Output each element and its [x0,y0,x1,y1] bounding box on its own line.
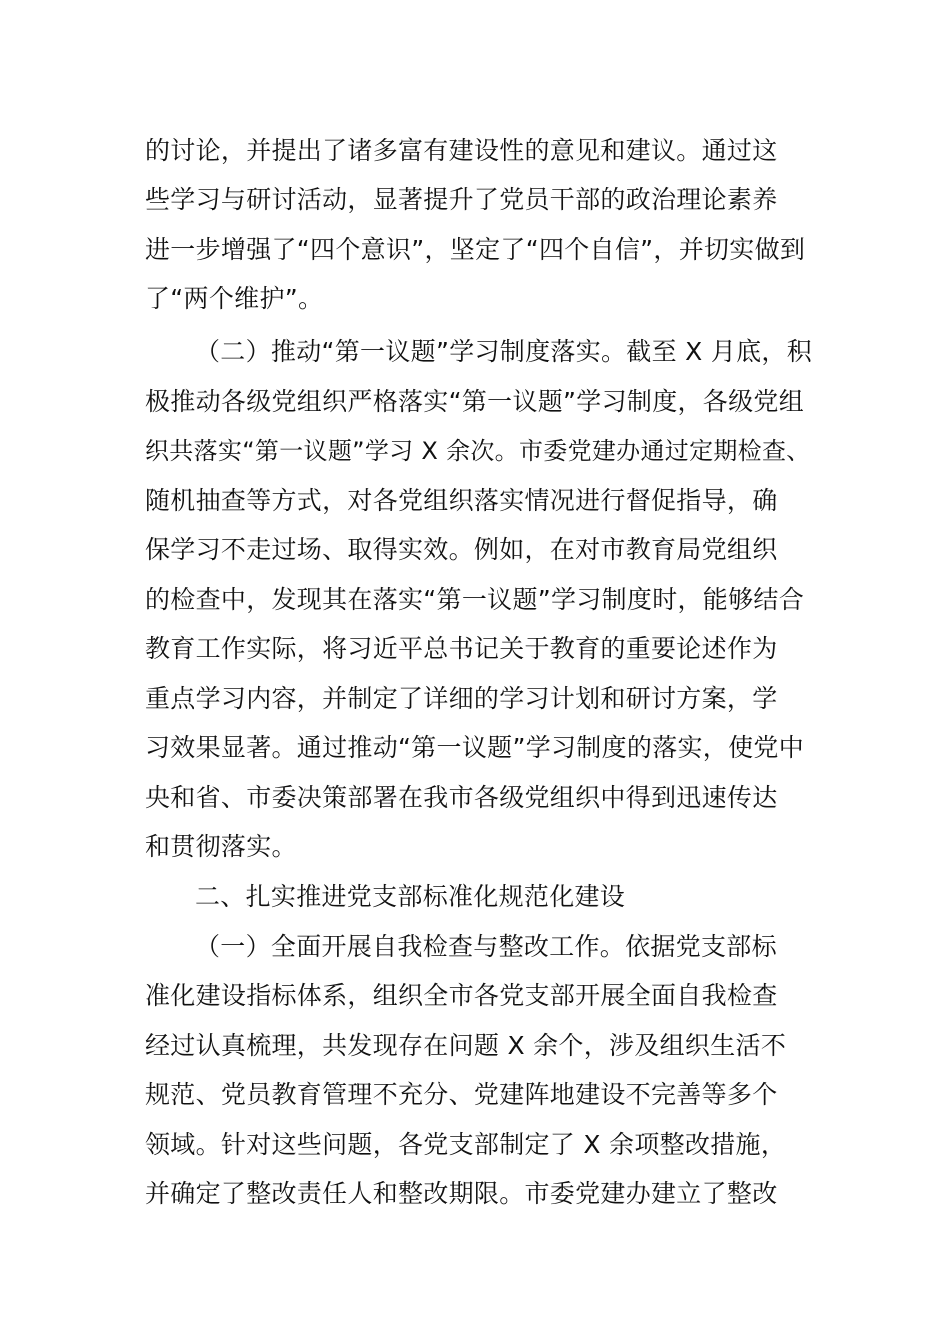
text-line: 和贯彻落实。 [145,832,297,861]
text-line: 准化建设指标体系，组织全市各党支部开展全面自我检查 [145,981,778,1010]
text-line: 的讨论，并提出了诸多富有建设性的意见和建议。通过这 [145,136,778,165]
text-line: 并确定了整改责任人和整改期限。市委党建办建立了整改 [145,1179,778,1208]
text-line: 保学习不走过场、取得实效。例如，在对市教育局党组织 [145,535,778,564]
paragraph-heading: （一）全面开展自我检查与整改工作。依据党支部标 [195,932,777,961]
text-line: 规范、党员教育管理不充分、党建阵地建设不完善等多个 [145,1080,778,1109]
text-line: 央和省、市委决策部署在我市各级党组织中得到迅速传达 [145,783,778,812]
text-line: 经过认真梳理，共发现存在问题 X 余个，涉及组织生活不 [145,1031,787,1060]
text-line: 些学习与研讨活动，显著提升了党员干部的政治理论素养 [145,185,778,214]
text-line: 重点学习内容，并制定了详细的学习计划和研讨方案，学 [145,684,778,713]
section-heading: 二、扎实推进党支部标准化规范化建设 [195,882,626,911]
text-line: 织共落实“第一议题”学习 X 余次。市委党建办通过定期检查、 [145,437,811,465]
text-line: 教育工作实际，将习近平总书记关于教育的重要论述作为 [145,634,778,663]
text-line: 习效果显著。通过推动“第一议题”学习制度的落实，使党中 [145,733,805,762]
text-line: 领域。针对这些问题，各党支部制定了 X 余项整改措施， [145,1130,787,1159]
paragraph-heading: （二）推动“第一议题”学习制度落实。截至 X 月底，积 [195,337,813,366]
text-line: 随机抽查等方式，对各党组织落实情况进行督促指导，确 [145,486,778,515]
text-line: 的检查中，发现其在落实“第一议题”学习制度时，能够结合 [145,585,805,614]
text-line: 了“两个维护”。 [145,284,324,313]
text-line: 进一步增强了“四个意识”，坚定了“四个自信”，并切实做到 [145,235,806,264]
text-line: 极推动各级党组织严格落实“第一议题”学习制度，各级党组 [145,387,805,416]
